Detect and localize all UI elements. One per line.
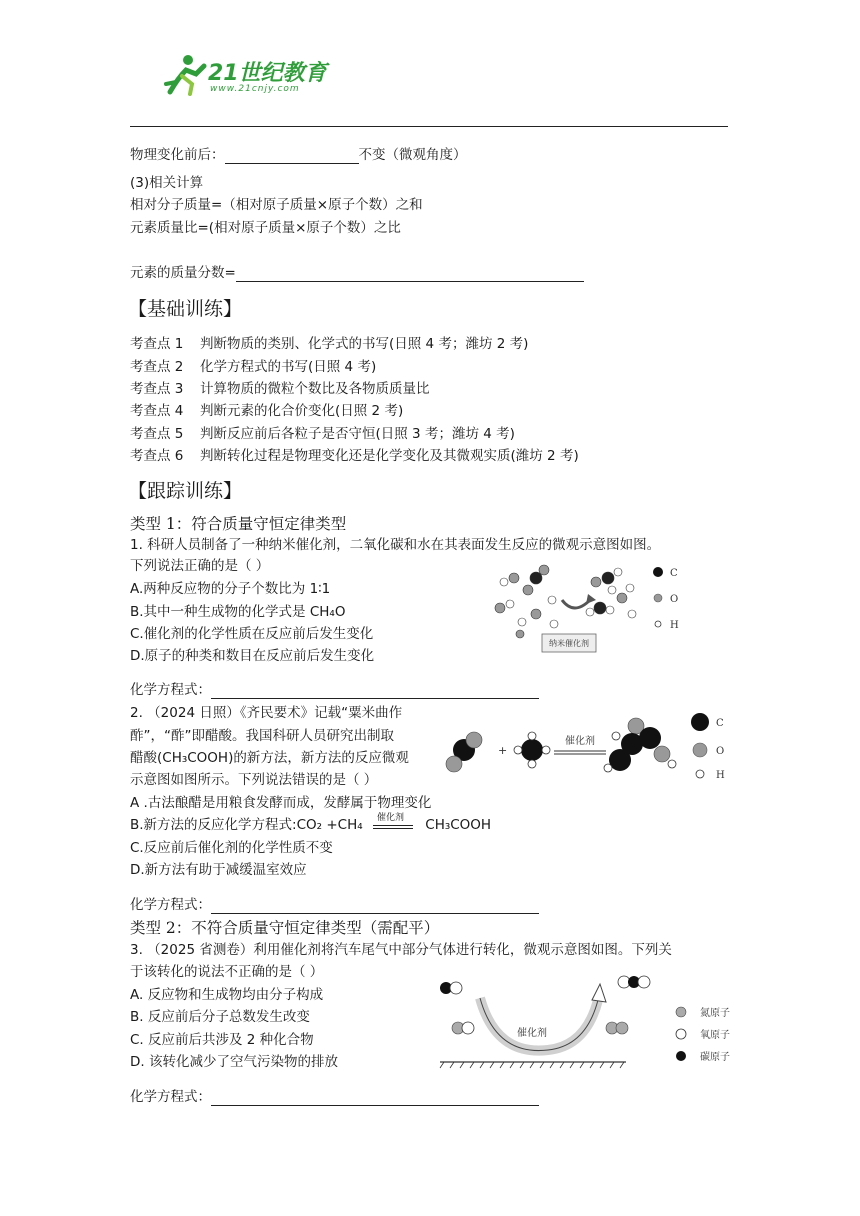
q2-catalyst-arrow	[367, 813, 421, 833]
physical-change-label: 物理变化前后：	[130, 147, 225, 163]
q3-arrow-icon	[480, 998, 598, 1051]
checkpoint-no: 考查点 2	[130, 359, 184, 375]
calc-title: (3)相关计算	[130, 175, 204, 191]
logo	[160, 52, 330, 100]
q1-equation-line	[130, 681, 539, 699]
blank	[211, 913, 539, 914]
checkpoint-text: 计算物质的微粒个数比及各物质质量比	[200, 381, 430, 397]
blank	[236, 281, 584, 282]
mass-fraction-label: 元素的质量分数=	[130, 265, 236, 281]
q1-figure	[492, 560, 692, 660]
blank	[211, 1105, 539, 1106]
physical-change-suffix: 不变（微观角度）	[358, 147, 467, 163]
q2-option-d: D.新方法有助于减缓温室效应	[130, 862, 307, 878]
physical-change-line	[130, 146, 467, 164]
equation-label: 化学方程式：	[130, 682, 211, 698]
svg-text:+: +	[498, 744, 508, 757]
checkpoint-no: 考查点 3	[130, 381, 184, 397]
blank	[211, 698, 539, 699]
q3-option-c: C. 反应前后共涉及 2 种化合物	[130, 1032, 314, 1048]
equation-label: 化学方程式：	[130, 897, 211, 913]
q1-option-d: D.原子的种类和数目在反应前后发生变化	[130, 648, 375, 664]
q3-option-b: B. 反应前后分子总数发生改变	[130, 1009, 310, 1025]
q1-stem2: 下列说法正确的是（ ）	[130, 558, 270, 574]
type1-title: 类型 1：符合质量守恒定律类型	[130, 515, 347, 533]
checkpoint-3	[130, 377, 430, 397]
q2-option-b-prefix: B.新方法的反应化学方程式:CO₂ +CH₄	[130, 817, 363, 833]
q3-figure	[436, 970, 736, 1070]
q3-legend-o: 氧原子	[700, 1030, 730, 1041]
mass-ratio: 元素质量比=(相对原子质量×原子个数）之比	[130, 220, 401, 236]
q2-stem-3: 醋酸(CH₃COOH)的新方法，新方法的反应微观	[130, 750, 409, 766]
checkpoint-2	[130, 355, 376, 375]
q2-equation-line	[130, 896, 539, 914]
q3-option-d: D. 该转化减少了空气污染物的排放	[130, 1054, 338, 1070]
q2-legend-h: H	[716, 770, 725, 781]
q1-option-c: C.催化剂的化学性质在反应前后发生变化	[130, 626, 374, 642]
q3-equation-line	[130, 1088, 539, 1106]
q1-catalyst-label: 纳米催化剂	[549, 639, 589, 648]
logo-text: 21世纪教育	[208, 61, 327, 86]
q1-legend-c: C	[670, 568, 678, 579]
q2-stem-2: 酢”，“酢”即醋酸。我国科研人员研究出制取	[130, 728, 394, 744]
q2-option-c: C.反应前后催化剂的化学性质不变	[130, 840, 333, 856]
q3-option-a: A. 反应物和生成物均由分子构成	[130, 987, 324, 1003]
q1-legend-h: H	[670, 620, 679, 631]
equation-label: 化学方程式：	[130, 1089, 211, 1105]
checkpoint-1	[130, 332, 528, 352]
q2-legend-c: C	[716, 718, 724, 729]
q2-legend-o: O	[716, 746, 725, 757]
q2-figure	[440, 706, 740, 784]
rel-mol-mass: 相对分子质量=（相对原子质量×原子个数）之和	[130, 197, 423, 213]
blank	[225, 163, 359, 164]
q1-arrow-icon	[562, 600, 590, 608]
q2-catalyst-text: 催化剂	[376, 813, 404, 823]
q2-option-a: A .古法酿醋是用粮食发酵而成，发酵属于物理变化	[130, 795, 432, 811]
checkpoint-no: 考查点 6	[130, 448, 184, 464]
q2-stem-4: 示意图如图所示。下列说法错误的是（ ）	[130, 772, 378, 788]
logo-runner-icon	[160, 52, 210, 96]
checkpoint-text: 化学方程式的书写(日照 4 考)	[200, 359, 377, 375]
checkpoint-5	[130, 422, 515, 442]
q3-catalyst-label: 催化剂	[517, 1028, 547, 1039]
q1-stem: 1. 科研人员制备了一种纳米催化剂，二氧化碳和水在其表面发生反应的微观示意图如图。	[130, 537, 661, 553]
checkpoint-text: 判断反应前后各粒子是否守恒(日照 3 考；潍坊 4 考)	[200, 426, 515, 442]
checkpoint-text: 判断转化过程是物理变化还是化学变化及其微观实质(潍坊 2 考)	[200, 448, 579, 464]
tracking-title: 【跟踪训练】	[128, 480, 243, 502]
q1-option-b: B.其中一种生成物的化学式是 CH₄O	[130, 604, 346, 620]
q1-legend-o: O	[670, 594, 679, 605]
q3-stem2: 于该转化的说法不正确的是（ ）	[130, 964, 324, 980]
q2-stem-1: 2. （2024 日照）《齐民要术》记载“粟米曲作	[130, 705, 403, 721]
mass-fraction-line	[130, 264, 584, 282]
checkpoint-text: 判断物质的类别、化学式的书写(日照 4 考；潍坊 2 考)	[200, 336, 529, 352]
checkpoint-no: 考查点 1	[130, 336, 184, 352]
q3-stem: 3. （2025 省测卷）利用催化剂将汽车尾气中部分气体进行转化，微观示意图如图。下列关	[130, 942, 672, 958]
checkpoint-4	[130, 399, 403, 419]
q2-option-b	[130, 813, 492, 834]
checkpoint-text: 判断元素的化合价变化(日照 2 考)	[200, 403, 404, 419]
header-rule	[130, 126, 728, 127]
type2-title: 类型 2：不符合质量守恒定律类型（需配平）	[130, 919, 440, 937]
checkpoint-no: 考查点 5	[130, 426, 184, 442]
basic-title: 【基础训练】	[128, 298, 243, 320]
q3-legend-c: 碳原子	[700, 1052, 730, 1063]
checkpoint-no: 考查点 4	[130, 403, 184, 419]
logo-url: www.21cnjy.com	[210, 84, 300, 94]
q2-figure-catalyst: 催化剂	[565, 736, 595, 747]
q3-legend-n: 氮原子	[700, 1008, 730, 1019]
checkpoint-6	[130, 444, 579, 464]
q1-option-a: A.两种反应物的分子个数比为 1∶1	[130, 581, 331, 597]
q2-option-b-suffix: CH₃COOH	[425, 817, 492, 833]
